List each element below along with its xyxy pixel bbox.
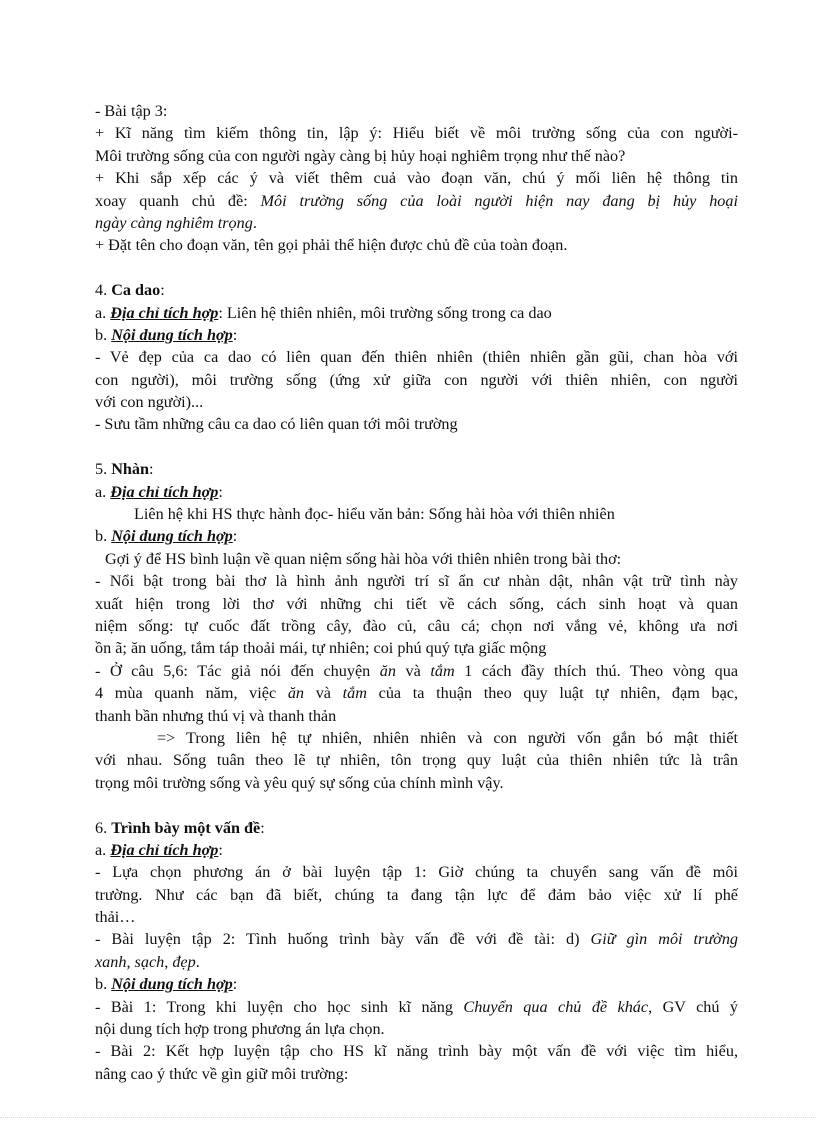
section-5-address-heading: a. Địa chỉ tích hợp: (95, 482, 223, 501)
paragraph-line: - Ở câu 5,6: Tác giả nói đến chuyện ăn và tắm 1 cách đầy thích thú. Theo vòng qua (95, 661, 738, 680)
paragraph-line: Gợi ý để HS bình luận về quan niệm sống hài hòa với thiên nhiên trong bài thơ: (105, 549, 622, 568)
section-4-content-heading: b. Nội dung tích hợp: (95, 325, 238, 344)
paragraph-line: con người), môi trường sống (ứng xử giữa con người với thiên nhiên, con người (95, 370, 738, 389)
paragraph-line: ngày càng nghiêm trọng. (95, 213, 257, 232)
paragraph-line: với con người)... (95, 393, 204, 412)
paragraph-line: + Đặt tên cho đoạn văn, tên gọi phải thể hiện được chủ đề của toàn đoạn. (95, 236, 568, 255)
paragraph-line: => Trong liên hệ tự nhiên, nhiên nhiên và con người vốn gắn bó mật thiết (157, 728, 738, 747)
paragraph-line: ồn ã; ăn uống, tắm táp thoải mái, tự nhiên; coi phú quý tựa giấc mộng (95, 639, 547, 658)
spacer (95, 794, 738, 816)
paragraph-line: nội dung tích hợp trong phương án lựa chọn. (95, 1020, 385, 1039)
paragraph-line: - Bài luyện tập 2: Tình huống trình bày vấn đề với đề tài: d) Giữ gìn môi trường (95, 930, 739, 949)
paragraph-line: - Nổi bật trong bài thơ là hình ảnh người trí sĩ ẩn cư nhàn dật, nhân vật trữ tình này (95, 572, 738, 591)
paragraph-line: - Bài 1: Trong khi luyện cho học sinh kĩ năng Chuyển qua chủ đề khác, GV chú ý (95, 997, 739, 1016)
paragraph-line: 4 mùa quanh năm, việc ăn và tắm của ta thuận theo quy luật tự nhiên, đạm bạc, (95, 684, 738, 703)
paragraph-line: - Vẻ đẹp của ca dao có liên quan đến thiên nhiên (thiên nhiên gần gũi, chan hòa với (95, 348, 738, 367)
paragraph-line: xanh, sạch, đẹp. (95, 952, 200, 971)
paragraph-line: Liên hệ khi HS thực hành đọc- hiểu văn bản: Sống hài hòa với thiên nhiên (134, 505, 615, 524)
paragraph-line: trọng môi trường sống và yêu quý sự sống của chính mình vậy. (95, 773, 504, 792)
paragraph-line: nâng cao ý thức về gìn giữ môi trường: (95, 1064, 349, 1083)
paragraph-line: với nhau. Sống tuân theo lẽ tự nhiên, tôn trọng quy luật của thiên nhiên tức là trân (95, 751, 738, 770)
paragraph-line: + Khi sắp xếp các ý và viết thêm cuả vào đoạn văn, chú ý mối liên hệ thông tin (95, 169, 738, 188)
section-6-content-heading: b. Nội dung tích hợp: (95, 975, 238, 994)
paragraph-line: trường. Như các bạn đã biết, chúng ta đang tận lực để đảm bảo việc xử lí phế (95, 885, 738, 904)
section-5-content-heading: b. Nội dung tích hợp: (95, 527, 238, 546)
spacer (95, 436, 738, 458)
paragraph-line: thanh bần nhưng thú vị và thanh thản (95, 706, 337, 725)
paragraph-line: + Kĩ năng tìm kiếm thông tin, lập ý: Hiểu biết về môi trường sống của con người- (95, 124, 738, 143)
document-page (95, 100, 738, 1085)
paragraph-line: xuất hiện trong lời thơ với những chi tiết về cách sống, cách sinh hoạt và quan (95, 594, 738, 613)
paragraph-line: xoay quanh chủ đề: Môi trường sống của loài người hiện nay đang bị hủy hoại (95, 191, 738, 210)
spacer (95, 257, 738, 279)
section-4-address-line: a. Địa chỉ tích hợp: Liên hệ thiên nhiên, môi trường sống trong ca dao (95, 303, 552, 322)
paragraph-line: Môi trường sống của con người ngày càng bị hủy hoại nghiêm trọng như thế nào? (95, 146, 626, 165)
section-6-heading: 6. Trình bày một vấn đề: (95, 818, 265, 837)
paragraph-line: - Sưu tầm những câu ca dao có liên quan tới môi trường (95, 415, 458, 434)
paragraph-line: thải… (95, 908, 136, 927)
paragraph-line: - Lựa chọn phương án ở bài luyện tập 1: Giờ chúng ta chuyển sang vấn đề môi (95, 863, 738, 882)
section-6-address-heading: a. Địa chỉ tích hợp: (95, 840, 223, 859)
exercise-3-heading: - Bài tập 3: (95, 102, 168, 120)
section-4-heading: 4. Ca dao: (95, 281, 165, 300)
section-5-heading: 5. Nhàn: (95, 460, 154, 479)
page-bottom-divider (0, 1117, 816, 1118)
paragraph-line: - Bài 2: Kết hợp luyện tập cho HS kĩ năng trình bày một vấn đề với việc tìm hiểu, (95, 1042, 738, 1061)
paragraph-line: niệm sống: tự cuốc đất trồng cây, đào củ, câu cá; chọn nơi vắng vẻ, không ưa nơi (95, 616, 738, 635)
